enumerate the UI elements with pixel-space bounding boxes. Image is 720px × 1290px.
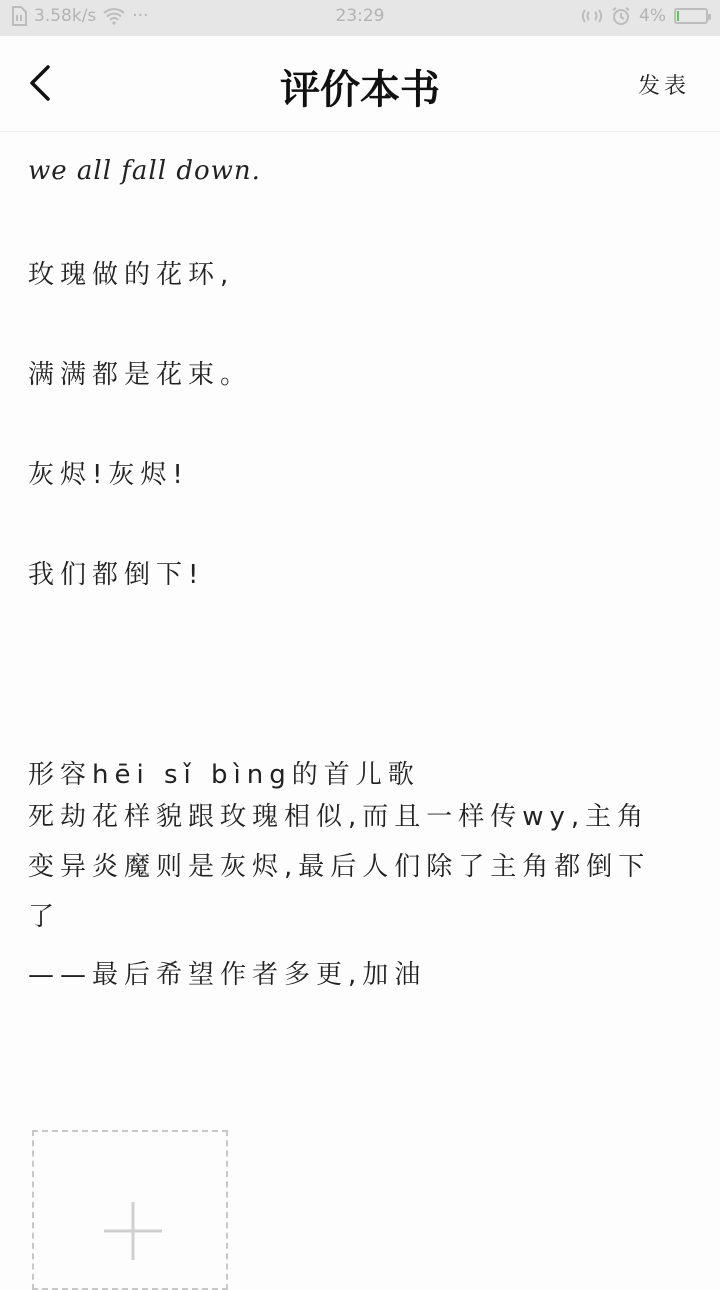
review-line: 我们都倒下!	[28, 560, 205, 590]
page-title: 评价本书	[280, 66, 440, 113]
status-right	[581, 6, 708, 26]
add-image-button[interactable]	[32, 1130, 228, 1290]
status-time: 23:29	[335, 6, 385, 26]
status-bar	[0, 0, 720, 36]
publish-button[interactable]: 发表	[637, 74, 690, 99]
review-line: ——最后希望作者多更,加油	[28, 960, 427, 990]
network-speed: 3.58k/s	[34, 6, 97, 26]
more-notifications: ···	[132, 6, 149, 26]
review-line: 形容hēi sǐ bìng的首儿歌	[28, 760, 420, 790]
nfc-icon	[581, 7, 603, 25]
alarm-icon	[611, 6, 631, 26]
battery-icon	[674, 8, 708, 24]
battery-percent: 4%	[639, 6, 666, 26]
battery-fill	[677, 11, 679, 21]
review-line: 满满都是花束。	[28, 360, 253, 390]
review-line: 灰烬!灰烬!	[28, 460, 189, 490]
review-line: 死劫花样貌跟玫瑰相似,而且一样传wy,主角变异炎魔则是灰烬,最后人们除了主角都倒下了	[28, 802, 651, 932]
title-bar	[0, 36, 720, 132]
review-line: we all fall down.	[28, 156, 261, 186]
review-line: 玫瑰做的花环,	[28, 260, 235, 290]
